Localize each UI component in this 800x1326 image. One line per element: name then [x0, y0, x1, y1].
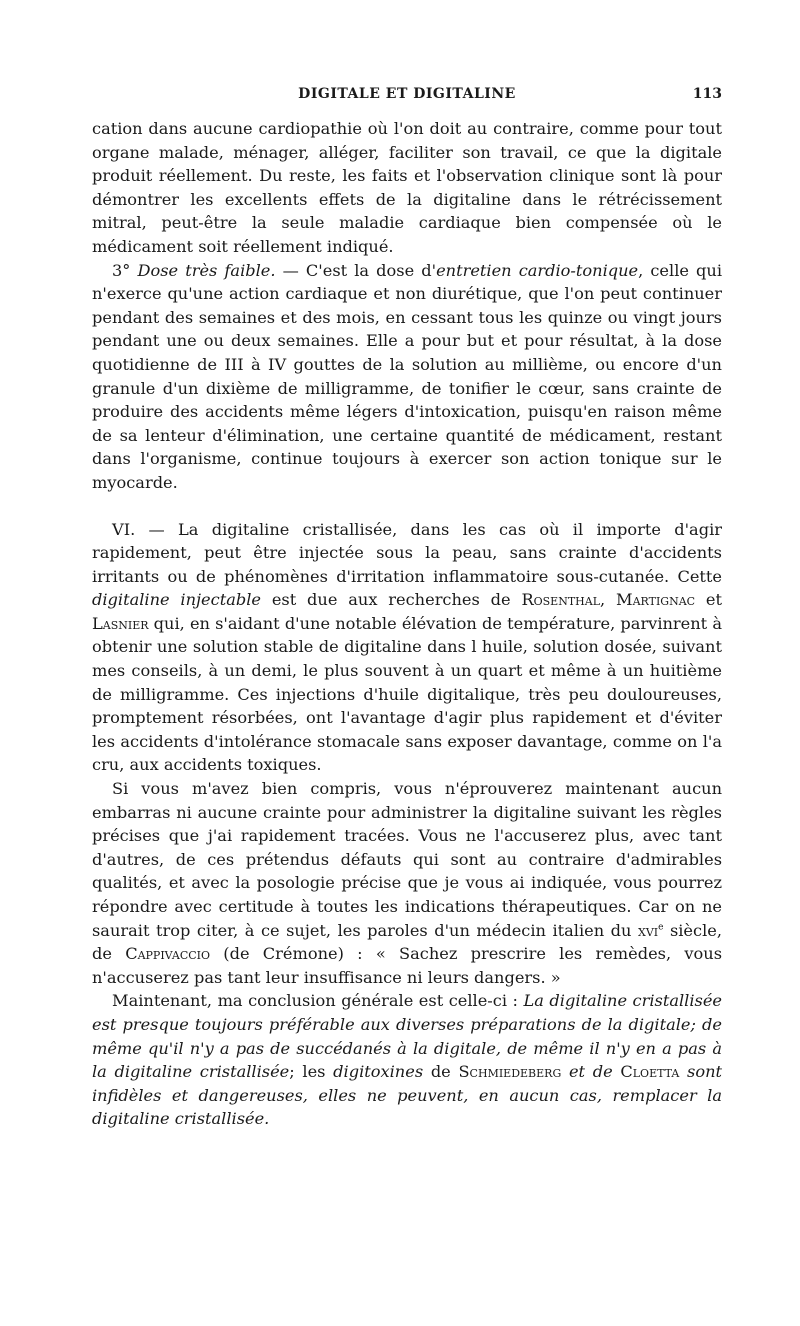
author-name: Martignac — [616, 590, 696, 610]
author-name: Cappivaccio — [125, 944, 211, 964]
paragraph-5: Maintenant, ma conclusion générale est celle-ci : La digitaline cristallisée est presque toujours préférable aux diverses préparations de la digitale; de même qu'il n'y a pas de succédanés à la digitale, de même il n'y en a pas à la digitaline cristallisée; les digitoxines de Schmiedeberg et de Cloetta sont infidèles et dangereuses, elles ne peuvent, en aucun cas, remplacer la digitaline cristallisée. — [92, 991, 723, 1129]
paragraph-2: 3° Dose très faible. — C'est la dose d'entretien cardio-tonique, celle qui n'exerce qu'une action cardiaque et non diurétique, que l'on peut continuer pendant des semaines et des mois, en cessant tous les quinze ou vingt jours pendant une ou deux semaines. Elle a pour but et pour résultat, à la dose quotidienne de III à IV gouttes de la solution au millième, ou encore d'un granule d'un dixième de milligramme, de tonifier le cœur, sans crainte de produire des accidents même légers d'intoxication, puisqu'en raison même de sa lenteur d'élimination, une certaine quantité de médicament, restant dans l'organisme, continue toujours à exercer son action tonique sur le myocarde. — [92, 260, 723, 492]
body-text — [92, 117, 722, 1131]
author-name: Rosenthal — [521, 590, 601, 610]
paragraph-4: Si vous m'avez bien compris, vous n'éprouverez maintenant aucun embarras ni aucune crainte pour administrer la digitaline suivant les règles précises que j'ai rapidement tracées. Vous ne l'accuserez plus, avec tant d'autres, de ces prétendus défauts qui sont au contraire d'admirables qualités, et avec la posologie précise que je vous ai indiquée, vous pourrez répondre avec certitude à toutes les indications thérapeutiques. Car on ne saurait trop citer, à ce sujet, les paroles d'un médecin italien du xvi$^e$ siècle, de Cappivaccio (de Crémone) : « Sachez prescrire les remèdes, vous n'accuserez pas tant leur insuffisance ni leurs dangers. » — [92, 779, 723, 987]
paragraph-3: VI. — La digitaline cristallisée, dans les cas où il importe d'agir rapidement, peut être injectée sous la peau, sans crainte d'accidents irritants ou de phénomènes d'irritation inflammatoire sous-cutanée. Cette digitaline injectable est due aux recherches de Rosenthal, Martignac et Lasnier qui, en s'aidant d'une notable élévation de température, parvinrent à obtenir une solution stable de digitaline dans l huile, solution dosée, suivant mes conseils, à un demi, le plus souvent à un quart et même à un huitième de milligramme. Ces injections d'huile digitalique, très peu douloureuses, promptement résorbées, ont l'avantage d'agir plus rapidement et d'éviter les accidents d'intolérance stomacale sans exposer davantage, comme on l'a cru, aux accidents toxiques. — [92, 519, 722, 775]
author-name: Lasnier — [92, 613, 149, 633]
author-name: Cloetta — [620, 1062, 680, 1082]
paragraph-1: cation dans aucune cardiopathie où l'on doit au contraire, comme pour tout organe malade, ménager, alléger, faciliter son travail, ce que la digitale produit réellement. Du reste, les faits et l'observation clinique sont là pour démontrer les excellents effets de la digitaline dans le rétrécissement mitral, peut-être la seule maladie cardiaque bien compensée où le médicament soit réellement indiqué. — [92, 119, 722, 256]
author-name: Schmiedeberg — [458, 1062, 562, 1082]
page-number: 113 — [692, 86, 722, 102]
page-header — [92, 86, 722, 108]
section-title: Dose très faible. — [137, 260, 276, 280]
running-title: DIGITALE ET DIGITALINE — [298, 86, 516, 102]
